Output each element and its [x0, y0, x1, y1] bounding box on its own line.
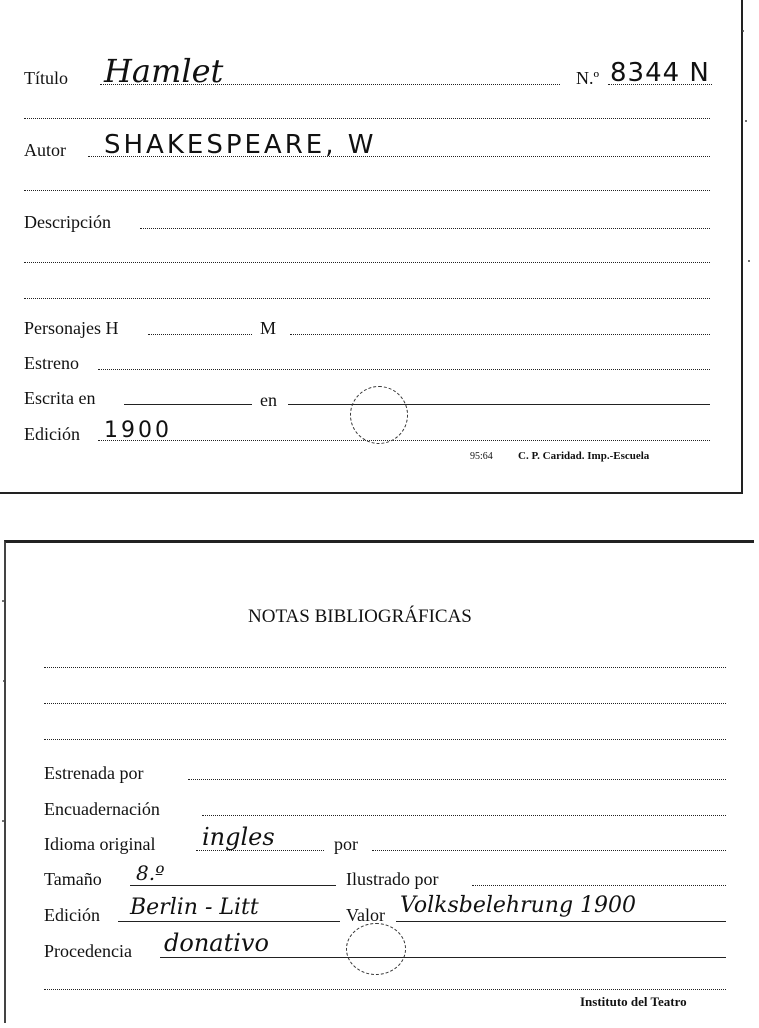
scan-speck: [742, 30, 744, 32]
procedencia-value: donativo: [164, 929, 269, 957]
tamano-value: 8.º: [136, 861, 165, 885]
estreno-line: [98, 369, 710, 370]
scan-speck: [2, 820, 4, 822]
catalog-card-front: [0, 0, 743, 494]
procedencia-line: [160, 957, 726, 958]
autor-label: Autor: [24, 140, 66, 160]
numero-label: N.º: [576, 68, 600, 88]
back-edicion-label: Edición: [44, 905, 100, 925]
embossed-stamp: [350, 386, 408, 444]
notas-line-1: [44, 667, 726, 668]
back-embossed-stamp: [346, 923, 406, 975]
catalog-card-back: [4, 540, 754, 1023]
descripcion-label: Descripción: [24, 212, 111, 232]
escrita-label: Escrita en: [24, 388, 96, 408]
valor-value: Volksbelehrung 1900: [400, 893, 637, 918]
personajes-m-label: M: [260, 318, 277, 338]
por-line: [372, 850, 726, 851]
descripcion-line-3: [24, 298, 710, 299]
encuadernacion-label: Encuadernación: [44, 799, 160, 819]
valor-line: [396, 921, 726, 922]
idioma-label: Idioma original: [44, 834, 156, 854]
edicion-value: 1900: [104, 418, 172, 443]
titulo-label: Título: [24, 68, 68, 88]
back-edicion-line: [118, 921, 340, 922]
numero-value: 8344 N: [610, 58, 710, 88]
encuadernacion-line: [202, 815, 726, 816]
ilustrado-line: [472, 885, 726, 886]
edicion-label: Edición: [24, 424, 80, 444]
por-label: por: [334, 834, 358, 854]
back-final-line: [44, 989, 726, 990]
scan-speck: [748, 260, 750, 262]
estrenada-label: Estrenada por: [44, 763, 144, 783]
tamano-label: Tamaño: [44, 869, 102, 889]
personajes-m-line: [290, 334, 710, 335]
notas-heading: NOTAS BIBLIOGRÁFICAS: [248, 606, 472, 627]
estrenada-line: [188, 779, 726, 780]
escrita-line: [124, 404, 252, 405]
edicion-line: [98, 440, 710, 441]
valor-label: Valor: [346, 905, 385, 925]
scan-speck: [2, 600, 4, 602]
titulo-value: Hamlet: [104, 52, 224, 90]
footer-institution: Instituto del Teatro: [580, 994, 687, 1009]
escrita-en2-label: en: [260, 390, 277, 410]
scan-speck: [3, 680, 5, 682]
descripcion-line-2: [24, 262, 710, 263]
autor-value: SHAKESPEARE, W: [104, 130, 377, 160]
printer-code: 95:64: [470, 451, 493, 462]
procedencia-label: Procedencia: [44, 941, 132, 961]
printer-name: C. P. Caridad. Imp.-Escuela: [518, 450, 650, 462]
personajes-label: Personajes H: [24, 318, 119, 338]
scan-speck: [745, 120, 747, 122]
descripcion-line: [140, 228, 710, 229]
idioma-value: ingles: [202, 823, 275, 851]
notas-line-3: [44, 739, 726, 740]
notas-line-2: [44, 703, 726, 704]
titulo-extra-line: [24, 118, 710, 119]
estreno-label: Estreno: [24, 353, 79, 373]
back-edicion-value: Berlin - Litt: [130, 895, 259, 920]
personajes-h-line: [148, 334, 252, 335]
ilustrado-label: Ilustrado por: [346, 869, 439, 889]
autor-extra-line: [24, 190, 710, 191]
tamano-line: [130, 885, 336, 886]
